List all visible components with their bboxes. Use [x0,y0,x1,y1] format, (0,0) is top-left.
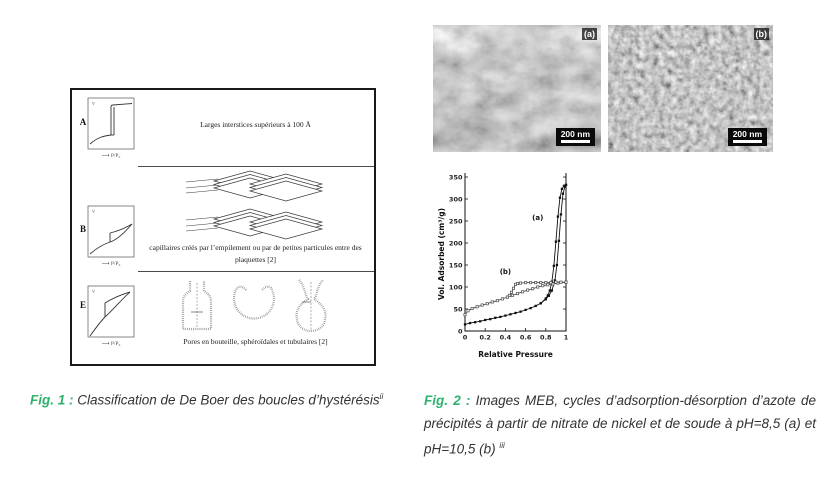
mini-y-axis-label: V [92,209,95,214]
pore-shapes-illustration [164,278,344,336]
figure1-caption-text: Classification de De Boer des boucles d’hystérésis [77,392,380,408]
scale-bar [728,128,767,146]
caption-separator: : [65,392,78,408]
row-label-B: B [79,224,86,234]
stacked-plates-illustration [184,168,344,240]
figure2-caption [424,390,816,461]
mini-x-axis-label: ⟶ P/P₀ [101,261,121,267]
svg-text:Vol. Adsorbed (cm³/g): Vol. Adsorbed (cm³/g) [437,207,446,301]
row-divider [138,166,374,167]
svg-text:0.8: 0.8 [540,333,552,342]
figure2-caption-label: Fig. 2 [424,393,461,408]
row-divider [138,271,374,272]
hysteresis-type-B-graph [86,204,136,260]
scale-bar-line [733,140,762,143]
mini-y-axis-label: V [92,101,95,106]
sem-image-b [608,25,773,152]
svg-text:50: 50 [453,305,463,314]
svg-text:0: 0 [457,327,463,336]
hysteresis-type-A-graph [86,96,136,152]
sem-panel-tag: (a) [584,29,595,39]
row-E-description: Pores en bouteille, sphéroïdales et tubulaires [2] [183,337,328,346]
svg-text:(a): (a) [532,214,544,223]
figure1-caption-label: Fig. 1 [30,392,66,408]
sem-image-a [433,25,601,152]
scale-bar-label: 200 nm [732,129,762,139]
mini-x-axis-label: ⟶ P/P₀ [101,153,121,159]
svg-text:0: 0 [462,333,468,342]
adsorption-isotherm-chart [436,165,574,369]
scale-bar-line [561,140,590,143]
mini-y-axis-label: V [92,289,95,294]
svg-text:200: 200 [448,239,463,248]
svg-text:0.4: 0.4 [499,333,512,342]
mini-x-axis-label: ⟶ P/P₀ [101,341,121,347]
svg-text:Relative Pressure: Relative Pressure [478,350,553,359]
svg-text:250: 250 [448,217,463,226]
svg-text:300: 300 [448,195,463,204]
svg-text:0.2: 0.2 [479,333,491,342]
row-B-description: capillaires créés par l’empilement ou par de petites particules entre des plaquettes [2] [149,243,362,264]
hysteresis-type-E-graph [86,284,136,340]
row-label-A: A [79,117,87,127]
svg-text:(b): (b) [499,267,512,276]
figure1-caption [30,392,383,408]
figure2-caption-text: Images MEB, cycles d’adsorption-désorption d’azote de précipités à partir de nitrate de nickel et de soude à pH=8,5 (a) et pH=10,5 (b) [424,393,816,457]
svg-text:150: 150 [448,261,463,270]
deboer-classification-figure [70,88,376,366]
scale-bar-label: 200 nm [560,129,590,139]
scale-bar [556,128,595,146]
svg-text:1: 1 [563,333,569,342]
row-A-description: Larges interstices supérieurs à 100 Å [200,120,311,129]
figure2-caption-note: iii [499,441,505,450]
svg-text:100: 100 [448,283,463,292]
figure1-caption-note: ii [379,392,384,401]
row-label-E: E [79,300,86,310]
svg-text:350: 350 [448,173,463,182]
svg-text:0.6: 0.6 [519,333,532,342]
caption-separator: : [460,393,476,408]
sem-panel-tag: (b) [755,29,767,39]
